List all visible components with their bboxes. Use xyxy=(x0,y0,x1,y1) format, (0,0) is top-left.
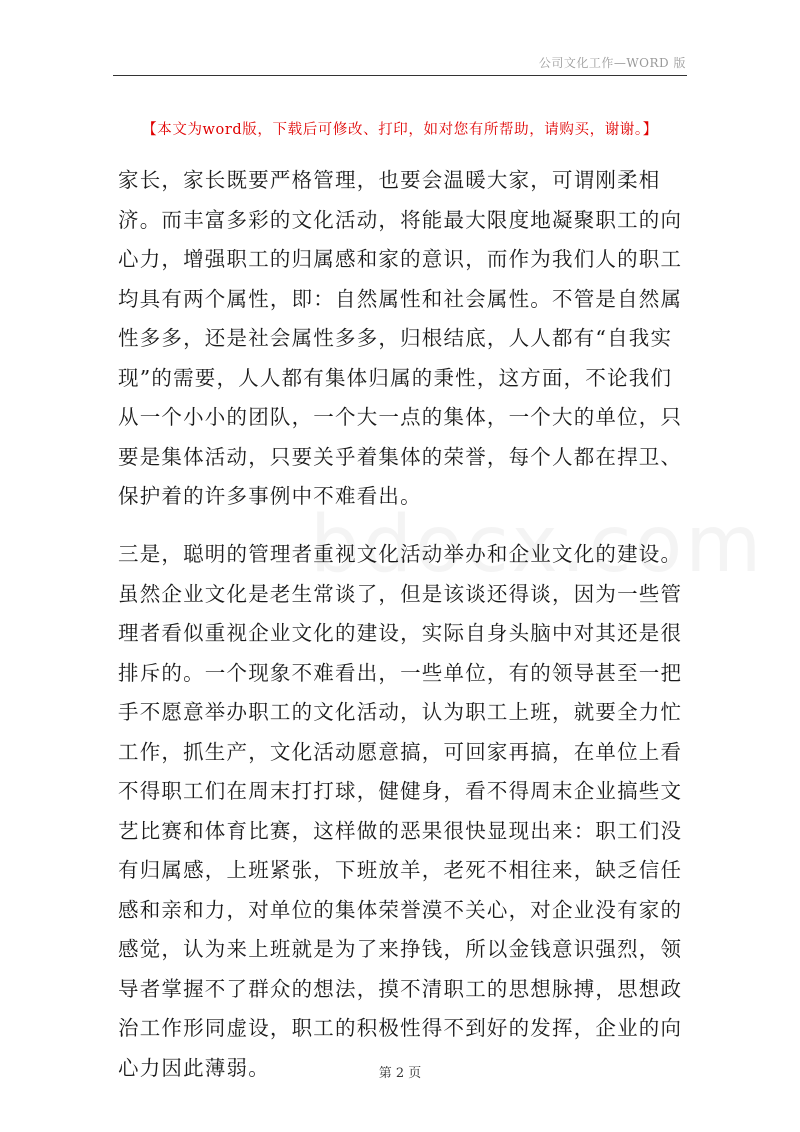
document-header-title: 公司文化工作—WORD 版 xyxy=(538,56,686,70)
page-number: 第 2 页 xyxy=(378,1066,422,1081)
download-notice: 【本文为word版，下载后可修改、打印，如对您有所帮助，请购买，谢谢。】 xyxy=(142,122,658,138)
header-divider xyxy=(113,75,687,76)
body-paragraph-2: 三是，聪明的管理者重视文化活动举办和企业文化的建设。虽然企业文化是老生常谈了，但是该谈还得谈，因为一些管理者看似重视企业文化的建设，实际自身头脑中对其还是很排斥的。一个现象不难看出，一些单位，有的领导甚至一把手不愿意举办职工的文化活动，认为职工上班，就要全力忙工作，抓生产，文化活动愿意搞，可回家再搞，在单位上看不得职工们在周末打打球，健健身，看不得周末企业搞些文艺比赛和体育比赛，这样做的恶果很快显现出来：职工们没有归属感，上班紧张，下班放羊，老死不相往来，缺乏信任感和亲和力，对单位的集体荣誉漠不关心，对企业没有家的感觉，认为来上班就是为了来挣钱，所以金钱意识强烈，领导者掌握不了群众的想法，摸不清职工的思想脉搏，思想政治工作形同虚设，职工的积极性得不到好的发挥，企业的向心力因此薄弱。 xyxy=(118,542,683,1080)
body-paragraph-1: 家长，家长既要严格管理，也要会温暖大家，可谓刚柔相济。而丰富多彩的文化活动，将能最大限度地凝聚职工的向心力，增强职工的归属感和家的意识，而作为我们人的职工均具有两个属性，即：自然属性和社会属性。不管是自然属性多多，还是社会属性多多，归根结底，人人都有“自我实现”的需要，人人都有集体归属的秉性，这方面，不论我们从一个小小的团队，一个大一点的集体，一个大的单位，只要是集体活动，只要关乎着集体的荣誉，每个人都在捍卫、保护着的许多事例中不难看出。 xyxy=(118,168,683,508)
